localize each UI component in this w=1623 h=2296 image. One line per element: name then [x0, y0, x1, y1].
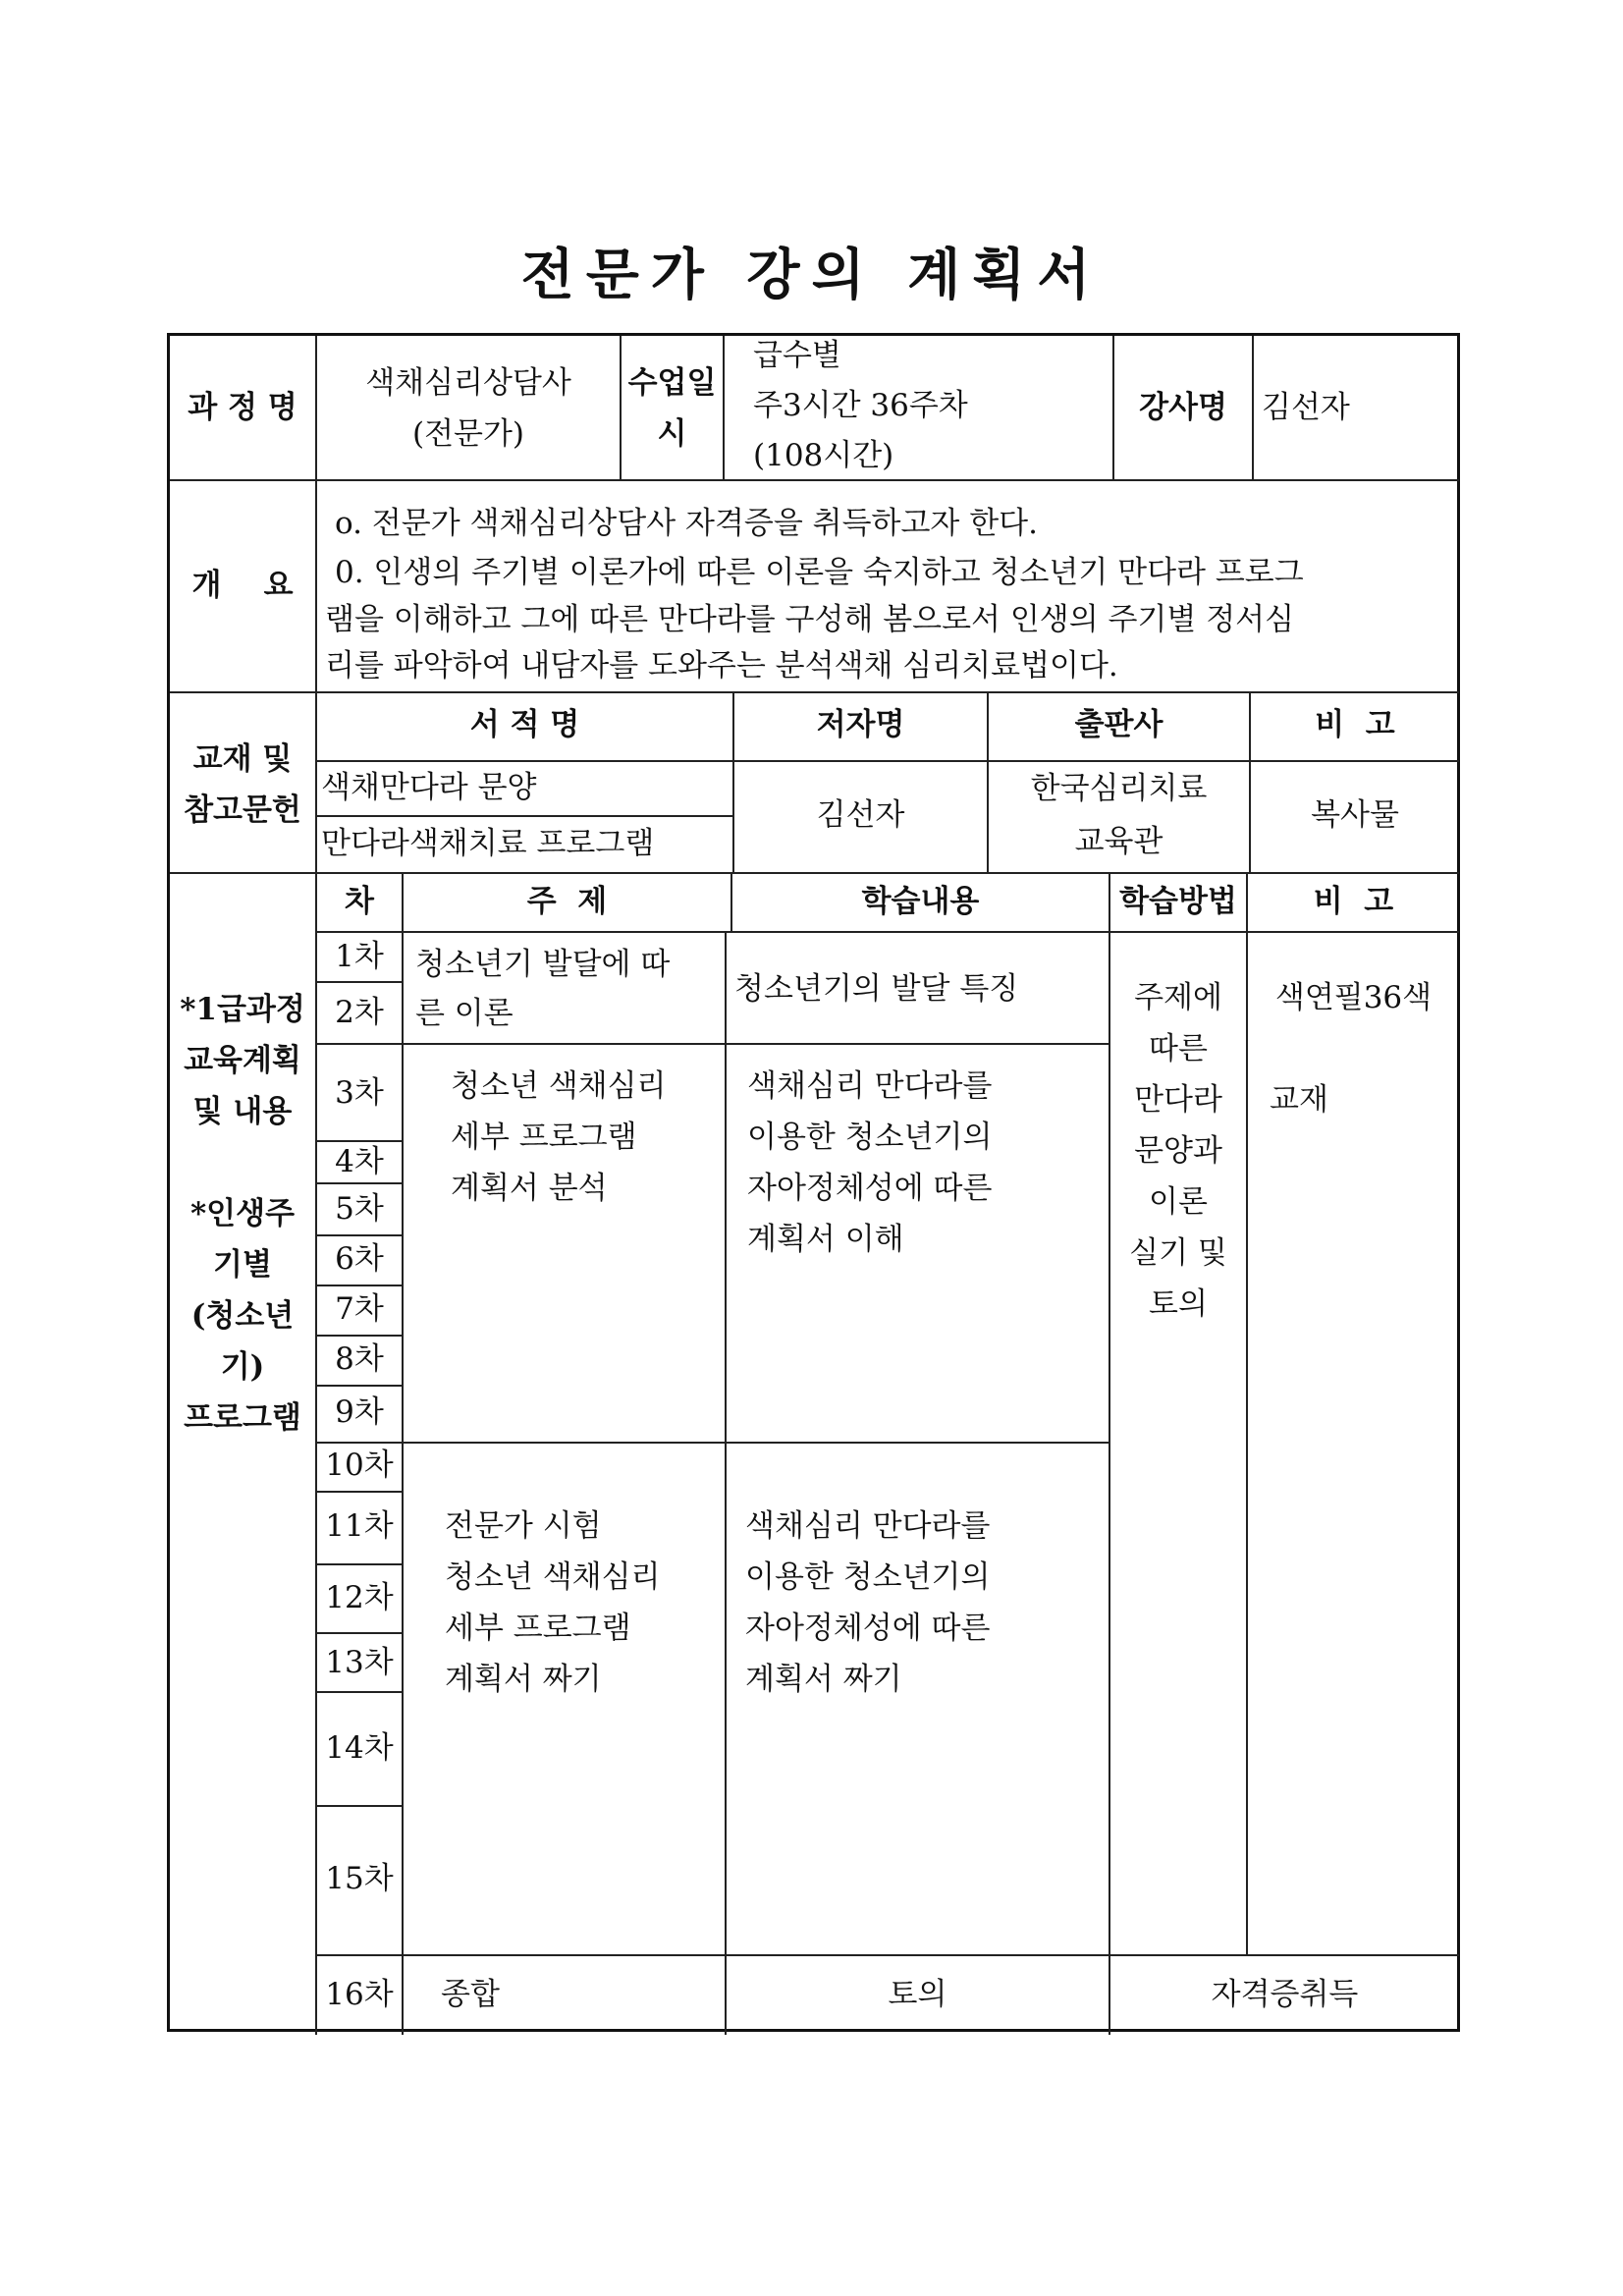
overview-line: 램을 이해하고 그에 따른 만다라를 구성해 봄으로서 인생의 주기별 정서심	[325, 602, 1295, 637]
row-divider	[317, 815, 732, 817]
plan-side-label: (청소년	[190, 1298, 295, 1334]
schedule-line: 주3시간 36주차	[753, 388, 968, 423]
course-name: 색채심리상담사	[365, 365, 571, 401]
instructor-name: 김선자	[1262, 390, 1350, 425]
col-divider	[1246, 872, 1248, 1954]
session-number: 15차	[325, 1861, 394, 1896]
block2-topic: 계획서 분석	[451, 1171, 608, 1206]
book-publisher: 한국심리치료	[1030, 771, 1208, 806]
session-number: 13차	[325, 1645, 394, 1680]
block1-topic: 청소년기 발달에 따	[415, 947, 671, 982]
col-content: 학습내용	[861, 884, 980, 919]
instructor-label: 강사명	[1139, 390, 1227, 425]
schedule-line: 급수별	[753, 338, 841, 373]
session-number: 8차	[335, 1341, 384, 1377]
book-title: 색채만다라 문양	[321, 770, 537, 805]
session-number: 6차	[335, 1241, 384, 1277]
textbook-label-2: 참고문헌	[184, 793, 301, 828]
session-number: 11차	[325, 1508, 394, 1544]
block3-topic: 전문가 시험	[445, 1508, 602, 1544]
plan-side-label: 교육계획	[184, 1043, 301, 1078]
session-number: 9차	[335, 1394, 384, 1430]
session-number: 12차	[325, 1580, 394, 1615]
col-publisher: 출판사	[1074, 707, 1163, 742]
block2-topic: 청소년 색채심리	[451, 1068, 667, 1104]
plan-side-label: 기)	[220, 1349, 265, 1385]
session-number: 4차	[335, 1144, 384, 1179]
row-divider	[317, 1043, 402, 1045]
block2-topic: 세부 프로그램	[451, 1120, 637, 1155]
session-number: 5차	[335, 1191, 384, 1227]
col-session: 차	[345, 884, 374, 919]
row-divider	[317, 1563, 402, 1565]
plan-side-label: 프로그램	[184, 1400, 301, 1436]
block2-content: 계획서 이해	[747, 1222, 904, 1257]
method-line: 주제에	[1134, 980, 1222, 1015]
method-line: 토의	[1149, 1286, 1208, 1322]
col-topic: 주 제	[526, 884, 608, 919]
method-line: 실기 및	[1129, 1235, 1227, 1271]
row-divider	[170, 691, 1459, 693]
plan-side-label: *1급과정	[180, 992, 305, 1027]
block1-topic: 른 이론	[415, 996, 514, 1031]
method-line: 따른	[1149, 1031, 1208, 1066]
overview-line: 리를 파악하여 내담자를 도와주는 분석색채 심리치료법이다.	[325, 648, 1118, 683]
schedule-line: (108시간)	[753, 438, 894, 473]
row-divider	[317, 1491, 402, 1493]
col-divider	[725, 931, 727, 2035]
row-divider	[317, 931, 1459, 933]
session-number: 1차	[335, 939, 384, 974]
method-line: 만다라	[1134, 1082, 1222, 1118]
session-number: 2차	[335, 995, 384, 1030]
row-divider	[317, 1805, 402, 1807]
course-label: 과 정 명	[188, 390, 298, 425]
final-topic: 종합	[441, 1977, 500, 2012]
plan-side-label: 및 내용	[192, 1094, 293, 1129]
col-author: 저자명	[816, 707, 905, 742]
overview-line: o. 전문가 색채심리상담사 자격증을 취득하고자 한다.	[335, 506, 1038, 541]
row-divider	[317, 1954, 1459, 1956]
page-title: 전문가 강의 계획서	[520, 243, 1103, 307]
schedule-label-2: 시	[657, 416, 687, 452]
session-number: 7차	[335, 1291, 384, 1327]
schedule-label: 수업일	[627, 365, 717, 401]
method-line: 이론	[1149, 1184, 1208, 1220]
block3-topic: 청소년 색채심리	[445, 1559, 661, 1595]
block3-topic: 세부 프로그램	[445, 1611, 631, 1646]
course-level: (전문가)	[411, 416, 525, 452]
session-number: 10차	[325, 1448, 394, 1483]
col-divider	[402, 872, 404, 2035]
plan-side-label: 기별	[213, 1247, 272, 1283]
col-plan-note: 비 고	[1313, 884, 1394, 919]
book-title: 만다라색채치료 프로그램	[321, 826, 655, 861]
col-note: 비 고	[1315, 707, 1395, 742]
plan-note: 색연필36색	[1274, 980, 1433, 1015]
col-divider	[1252, 336, 1254, 479]
book-note: 복사물	[1311, 797, 1399, 833]
col-title: 서 적 명	[469, 707, 580, 742]
row-divider	[317, 1632, 402, 1634]
block1-content: 청소년기의 발달 특징	[734, 971, 1019, 1007]
overview-line: 0. 인생의 주기별 이론가에 따른 이론을 숙지하고 청소년기 만다라 프로그	[335, 555, 1304, 590]
block3-content: 색채심리 만다라를	[745, 1508, 991, 1544]
method-line: 문양과	[1134, 1133, 1222, 1169]
block3-content: 자아정체성에 따른	[745, 1611, 991, 1646]
block3-content: 이용한 청소년기의	[745, 1559, 991, 1595]
block2-content: 이용한 청소년기의	[747, 1120, 993, 1155]
col-divider	[723, 336, 725, 479]
row-divider	[170, 872, 1459, 874]
row-divider	[404, 1043, 1109, 1045]
block3-topic: 계획서 짜기	[445, 1662, 602, 1697]
plan-side-label: *인생주	[189, 1196, 296, 1231]
book-author: 김선자	[816, 797, 905, 833]
textbook-label: 교재 및	[192, 741, 293, 777]
overview-label: 개 요	[191, 568, 294, 603]
final-content: 토의	[888, 1977, 947, 2012]
col-method: 학습방법	[1119, 884, 1237, 919]
session-number: 3차	[335, 1075, 384, 1111]
block3-content: 계획서 짜기	[745, 1662, 902, 1697]
session-number: 16차	[325, 1977, 394, 2012]
block2-content: 색채심리 만다라를	[747, 1068, 993, 1104]
session-number: 14차	[325, 1730, 394, 1766]
book-publisher-2: 교육관	[1074, 824, 1163, 859]
plan-note-2: 교재	[1270, 1082, 1328, 1118]
lecture-plan-table	[167, 333, 1460, 2032]
row-divider	[317, 1691, 402, 1693]
row-divider	[404, 1442, 1109, 1444]
final-result: 자격증취득	[1211, 1977, 1359, 2012]
block2-content: 자아정체성에 따른	[747, 1171, 993, 1206]
